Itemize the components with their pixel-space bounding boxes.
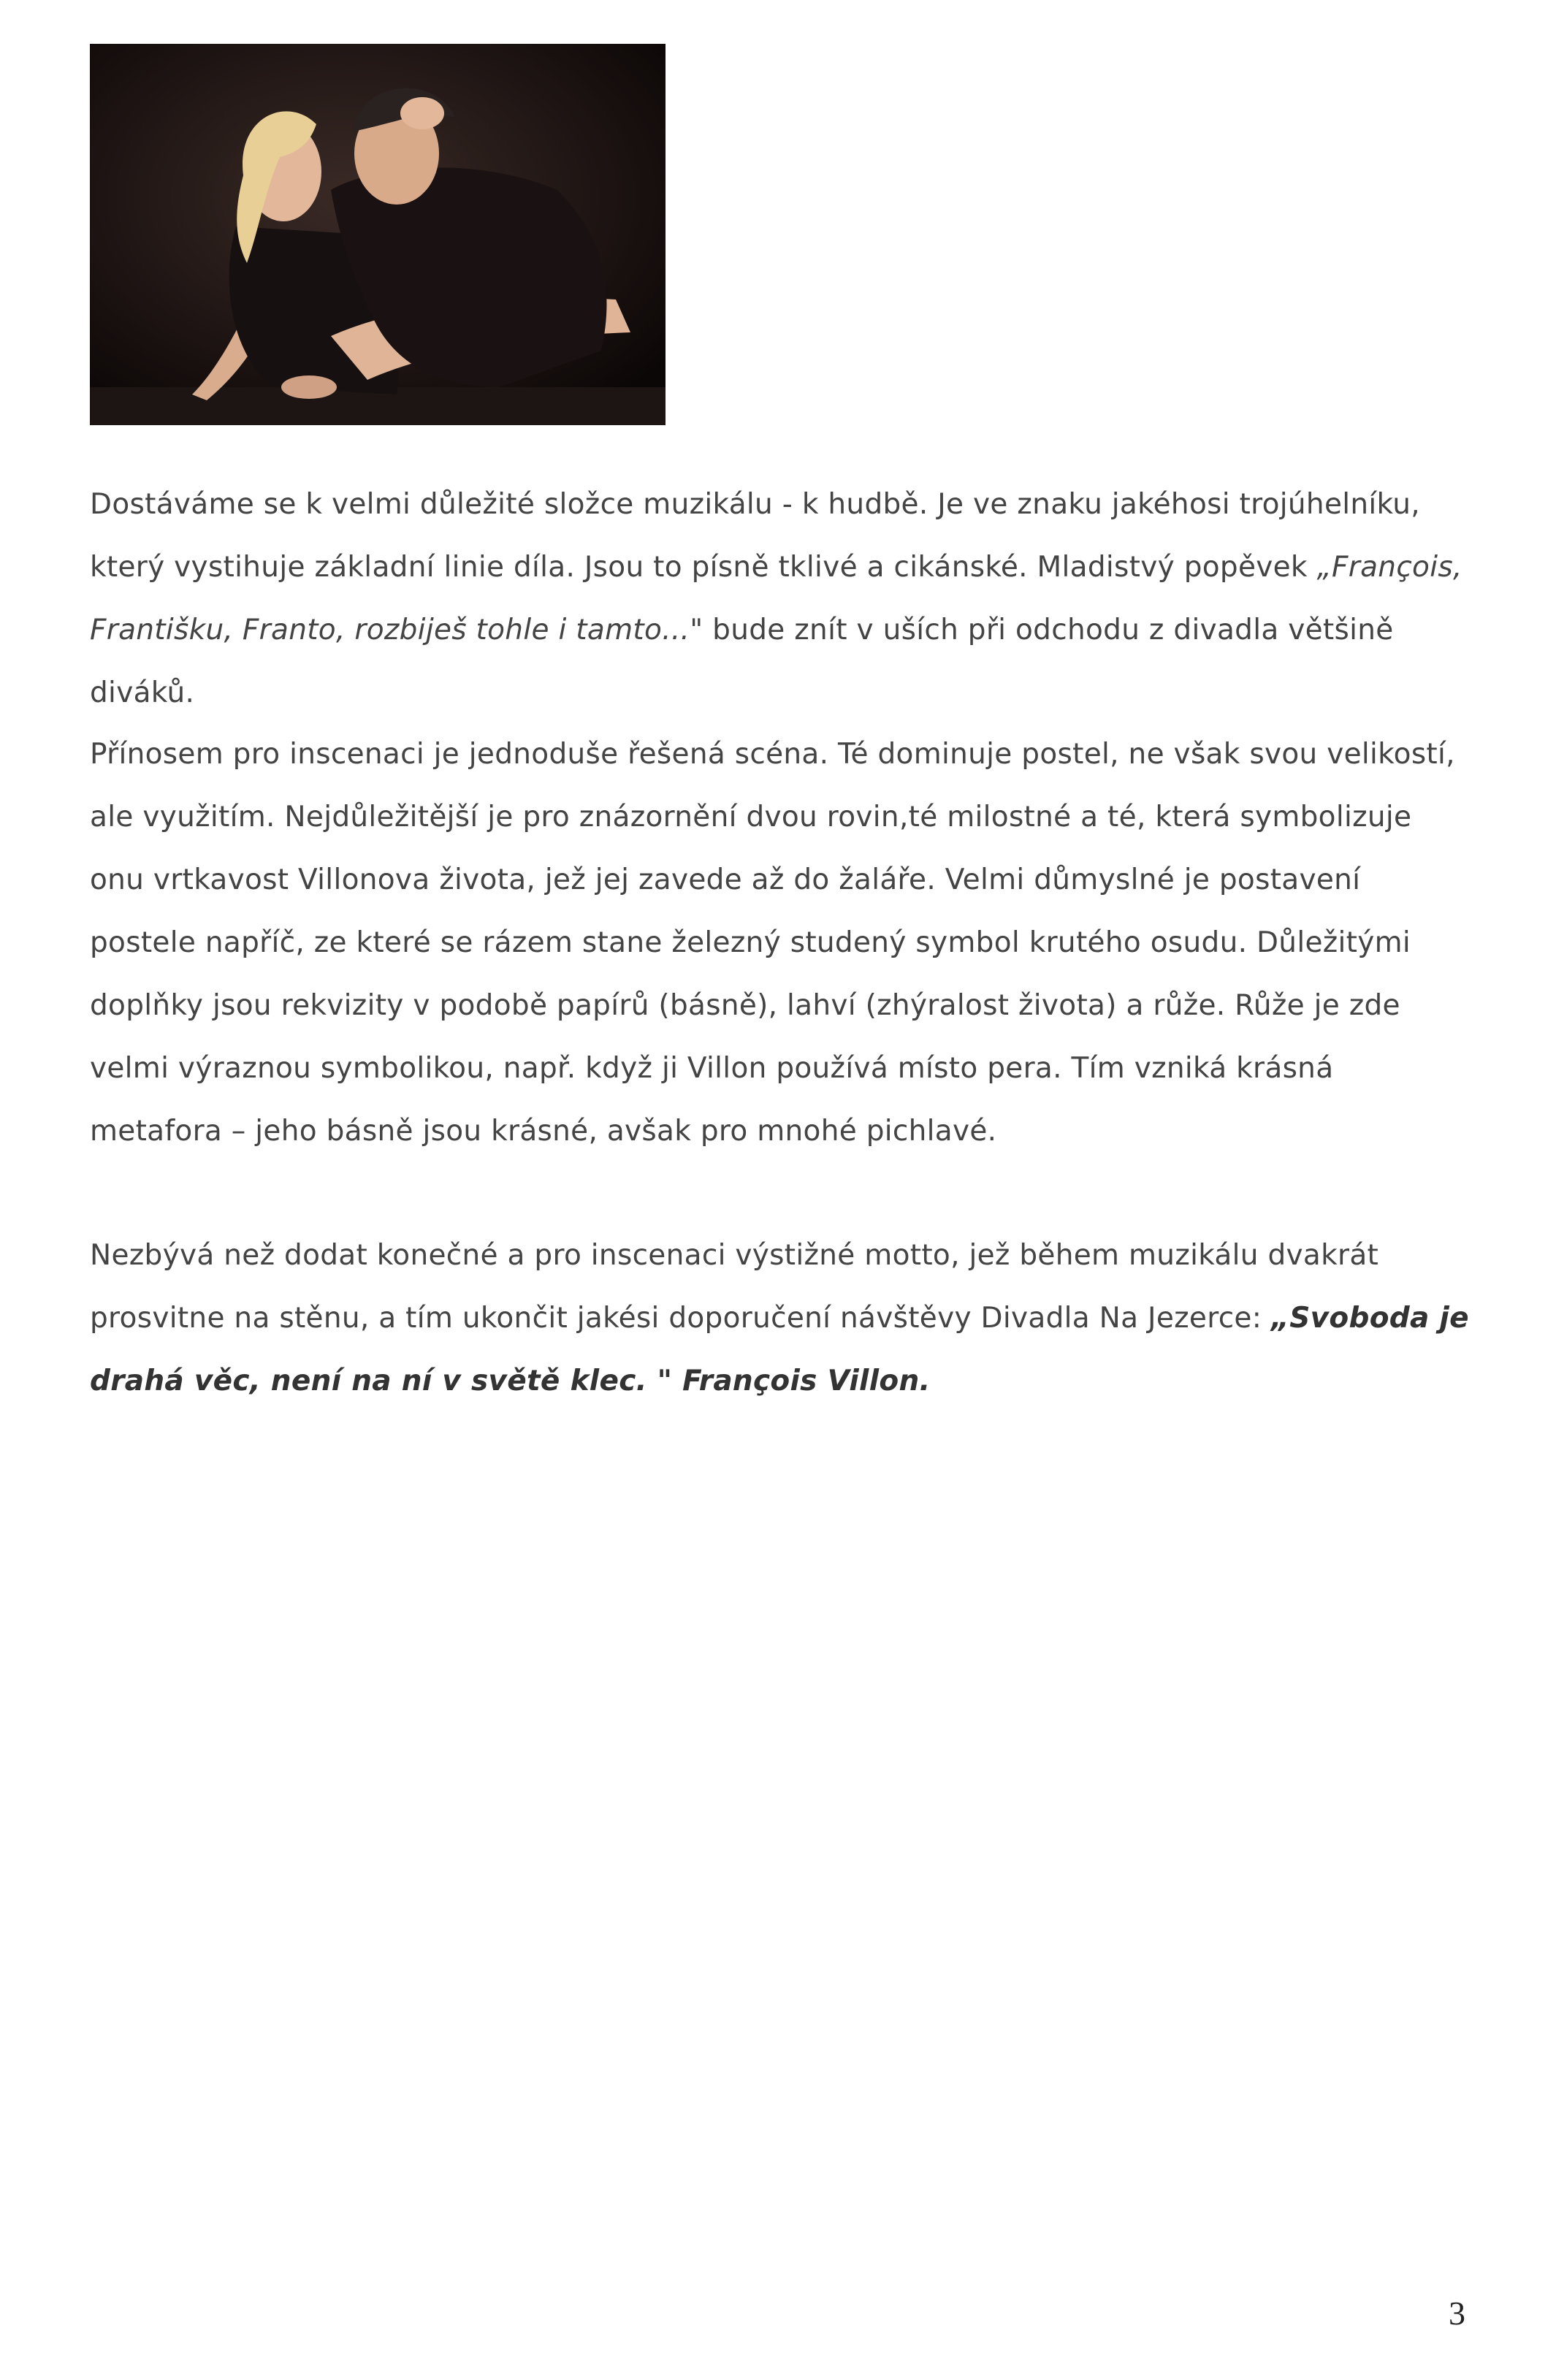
paragraph-music-intro: Dostáváme se k velmi důležité složce muzikálu - k hudbě. Je ve znaku jakéhosi trojúhelníku, který vystihuje základní linie díla. Jsou to písně tklivé a cikánské. Mladistvý popěvek [90,488,1420,584]
paragraph-music [90,473,1471,725]
paragraph-music-text [90,473,1471,725]
paragraph-motto-intro: Nezbývá než dodat konečné a pro inscenaci výstižné motto, jež během muzikálu dvakrát prosvitne na stěnu, a tím ukončit jakési doporučení návštěvy Divadla Na Jezerce: [90,1239,1379,1335]
paragraph-motto-text [90,1224,1471,1413]
song-quote: „François, Františku, Franto, rozbiješ tohle i tamto... [90,551,1462,647]
motto-quote: „Svoboda je drahá věc, není na ní v světě klec. " François Villon. [90,1302,1469,1397]
paragraph-music-outro: " bude znít v uších při odchodu z divadla většině diváků. [90,614,1394,709]
paragraph-scene [90,723,1471,1163]
page-number: 3 [1449,2295,1465,2332]
stage-photo [90,44,666,425]
paragraph-scene-text: Přínosem pro inscenaci je jednoduše řešená scéna. Té dominuje postel, ne však svou velikostí, ale využitím. Nejdůležitější je pro znázornění dvou rovin,té milostné a té, která symbolizuje onu vrtkavost Villonova života, jež jej zavede až do žaláře. Velmi důmyslné je postavení postele napříč, ze které se rázem stane železný studený symbol krutého osudu. Důležitými doplňky jsou rekvizity v podobě papírů (básně), lahví (zhýralost života) a růže. Růže je zde velmi výraznou symbolikou, např. když ji Villon používá místo pera. Tím vzniká krásná metafora – jeho básně jsou krásné, avšak pro mnohé pichlavé. [90,738,1455,1148]
stage-photo-couple-icon [90,44,666,425]
paragraph-motto [90,1224,1471,1413]
